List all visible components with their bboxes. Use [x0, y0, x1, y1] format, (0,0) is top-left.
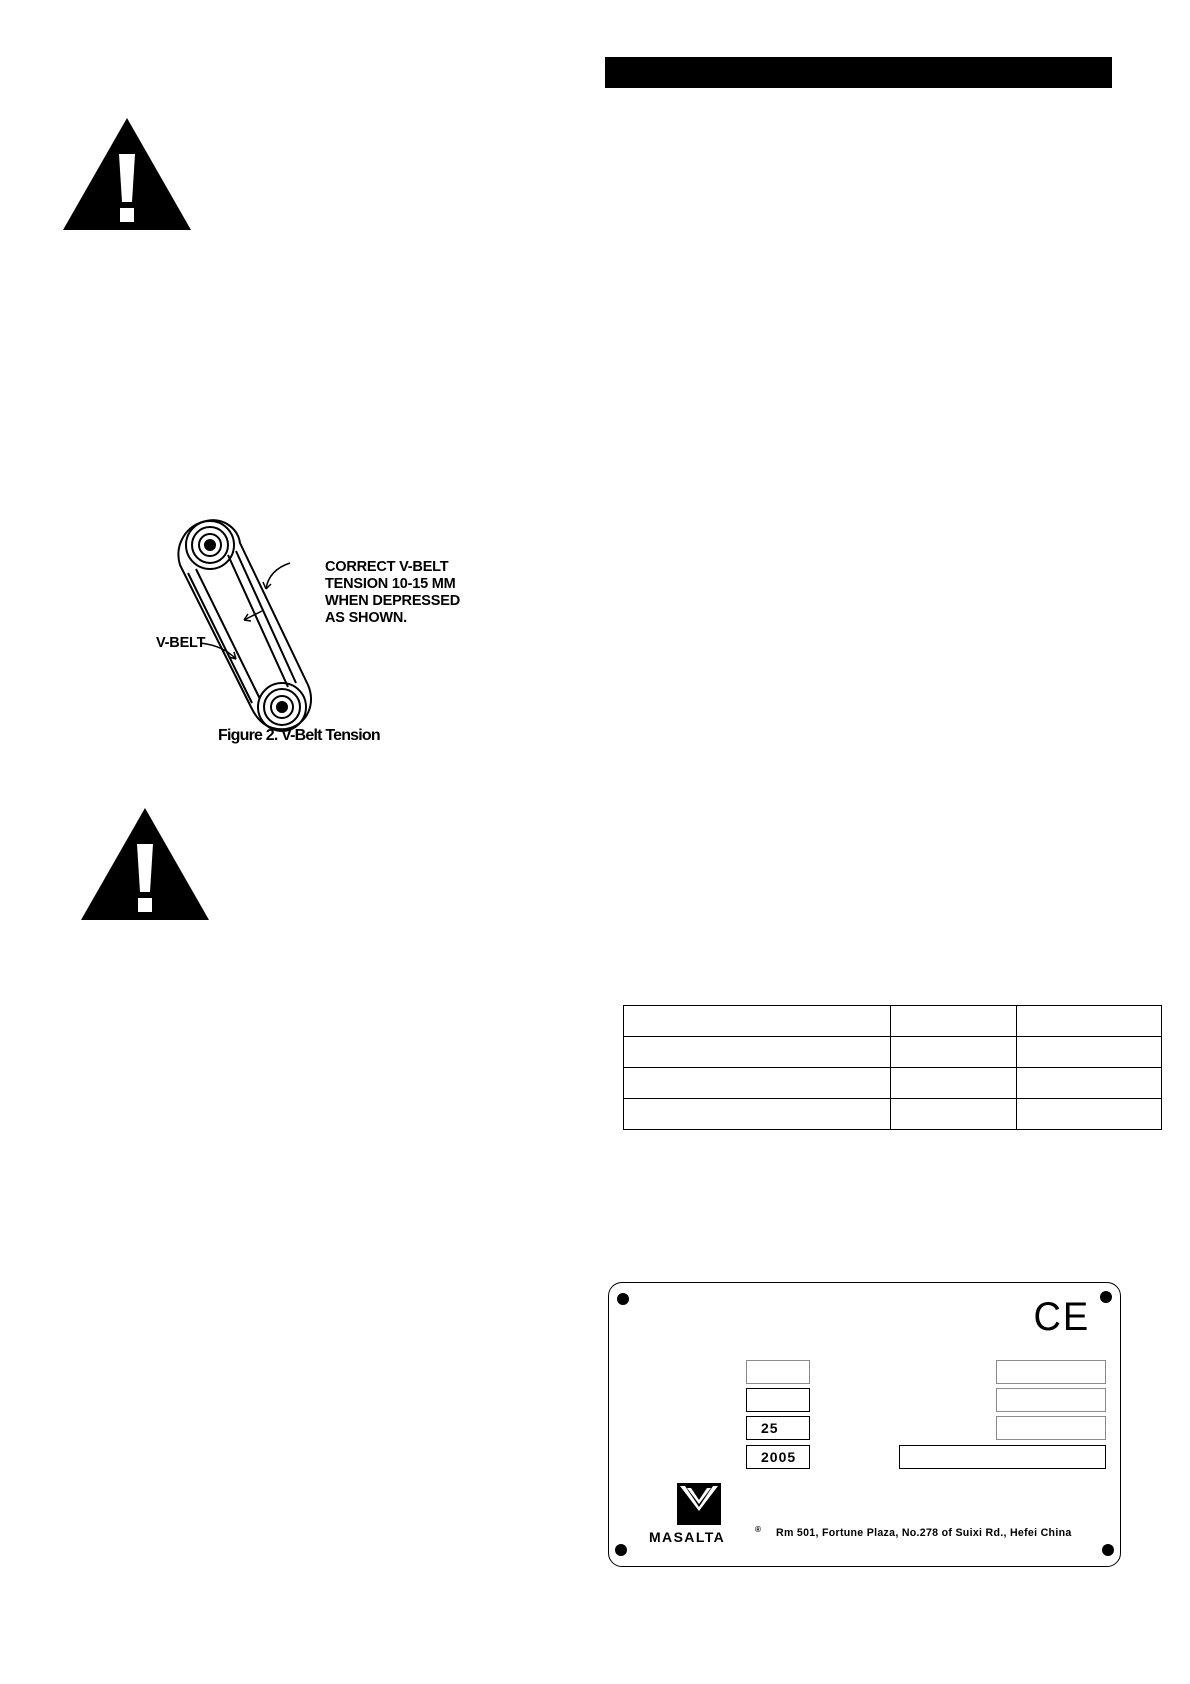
mounting-hole-icon	[617, 1293, 629, 1305]
nameplate-field-box	[996, 1388, 1106, 1412]
nameplate-field-box	[899, 1445, 1106, 1469]
mounting-hole-icon	[615, 1544, 627, 1556]
table-cell	[624, 1068, 891, 1099]
nameplate-field-box: 25	[746, 1416, 810, 1440]
section-header-bar	[605, 57, 1112, 88]
table-row	[624, 1099, 1162, 1130]
table-row	[624, 1037, 1162, 1068]
nameplate-field-box	[996, 1416, 1106, 1440]
ce-mark: CE	[1033, 1295, 1091, 1339]
table-row	[624, 1006, 1162, 1037]
v-belt-label: V-BELT	[156, 635, 206, 651]
v-belt-tension-figure	[140, 515, 490, 750]
table-cell	[624, 1037, 891, 1068]
table-cell	[1017, 1099, 1162, 1130]
table-cell	[624, 1099, 891, 1130]
warning-triangle-icon	[63, 118, 191, 230]
brand-name: MASALTA	[649, 1529, 726, 1545]
nameplate-field-box	[746, 1360, 810, 1384]
mounting-hole-icon	[1102, 1544, 1114, 1556]
tension-note-line-1: CORRECT V-BELT	[325, 559, 449, 575]
tension-note-line-2: TENSION 10-15 MM	[325, 576, 456, 592]
table-cell	[890, 1037, 1017, 1068]
nameplate-field-box	[746, 1388, 810, 1412]
table-cell	[890, 1099, 1017, 1130]
warning-triangle-icon	[81, 808, 209, 920]
machine-nameplate	[608, 1282, 1121, 1567]
table-cell	[1017, 1006, 1162, 1037]
table-cell	[624, 1006, 891, 1037]
table-cell	[1017, 1037, 1162, 1068]
nameplate-field-box	[996, 1360, 1106, 1384]
tension-note-line-4: AS SHOWN.	[325, 610, 407, 626]
tension-note-line-3: WHEN DEPRESSED	[325, 593, 460, 609]
nameplate-field-box: 2005	[746, 1445, 810, 1469]
table-cell	[890, 1068, 1017, 1099]
spec-table	[623, 1005, 1162, 1130]
mounting-hole-icon	[1100, 1291, 1112, 1303]
figure-caption: Figure 2. V-Belt Tension	[218, 727, 380, 744]
registered-mark: ®	[755, 1525, 761, 1534]
table-cell	[1017, 1068, 1162, 1099]
table-row	[624, 1068, 1162, 1099]
table-cell	[890, 1006, 1017, 1037]
pulley-belt-drawing	[178, 520, 311, 731]
company-address: Rm 501, Fortune Plaza, No.278 of Suixi Rd., Hefei China	[776, 1527, 1072, 1539]
